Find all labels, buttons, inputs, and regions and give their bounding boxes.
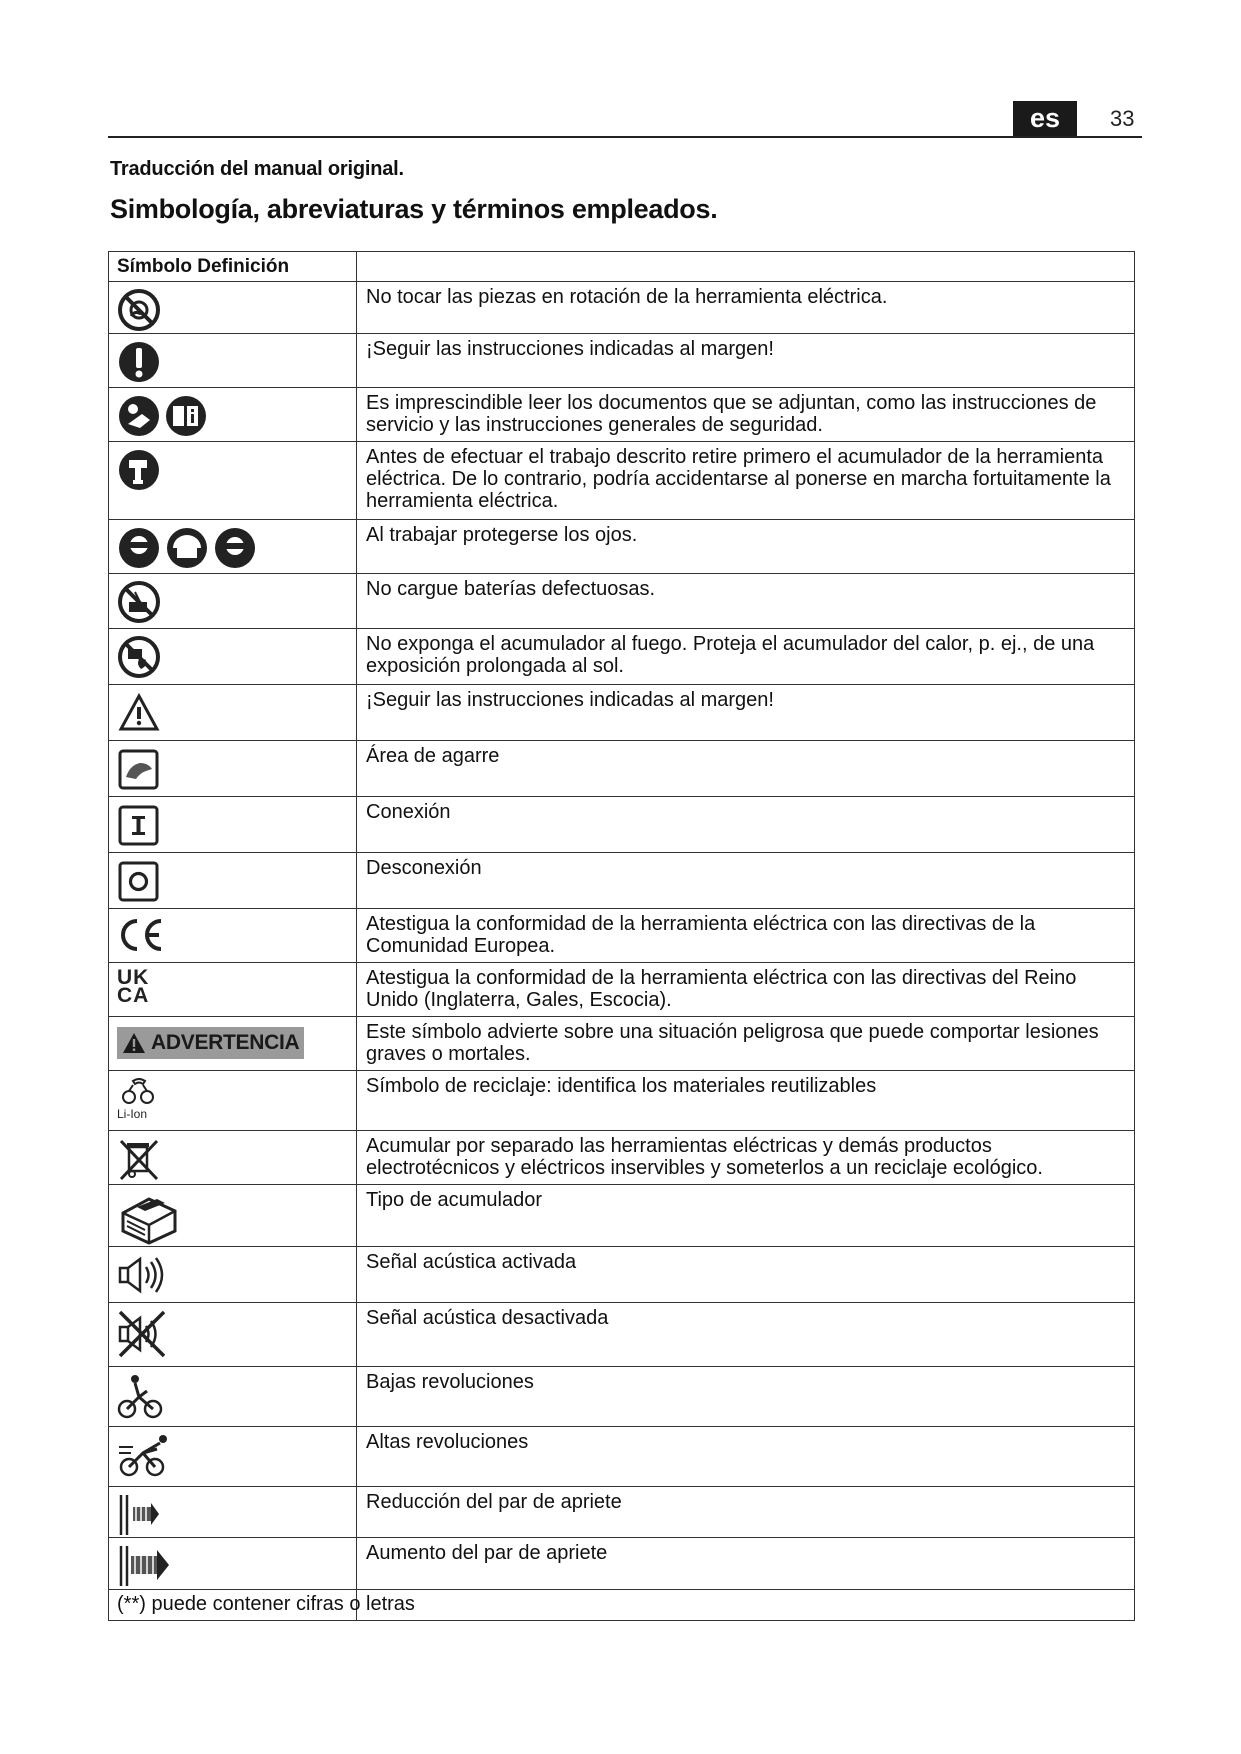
symbol-cell <box>109 629 357 685</box>
eye-protection-icon <box>117 526 257 570</box>
definition-cell: ¡Seguir las instrucciones indicadas al margen! <box>357 685 1135 741</box>
symbol-cell <box>109 388 357 442</box>
torque-reduce-icon <box>117 1493 165 1537</box>
battery-pack-icon <box>117 1191 179 1245</box>
no-touch-rotating-icon <box>117 288 161 332</box>
definition-cell: Bajas revoluciones <box>357 1367 1135 1427</box>
symbol-cell <box>109 1303 357 1367</box>
ukca-mark <box>117 966 356 1007</box>
symbol-cell <box>109 741 357 797</box>
ce-mark-icon <box>117 915 169 955</box>
ukca-bottom: CA <box>117 984 150 1007</box>
table-row <box>109 1071 1135 1131</box>
definition-cell: Área de agarre <box>357 741 1135 797</box>
subtitle: Traducción del manual original. <box>110 158 404 180</box>
symbol-cell <box>109 797 357 853</box>
exclamation-mandatory-icon <box>117 340 161 384</box>
table-header-empty <box>357 252 1135 282</box>
table-row <box>109 685 1135 741</box>
page-title: Simbología, abreviaturas y términos empleados. <box>110 194 718 224</box>
definition-cell: Tipo de acumulador <box>357 1185 1135 1247</box>
symbol-cell <box>109 520 357 574</box>
symbol-cell <box>109 1247 357 1303</box>
definition-cell: Atestigua la conformidad de la herramienta eléctrica con las directivas de la Comunidad Europea. <box>357 909 1135 963</box>
sound-on-icon <box>117 1253 167 1297</box>
symbol-cell <box>109 685 357 741</box>
definition-cell: Al trabajar protegerse los ojos. <box>357 520 1135 574</box>
table-row <box>109 629 1135 685</box>
table-row <box>109 909 1135 963</box>
table-row <box>109 1017 1135 1071</box>
footnote-empty <box>357 1590 1135 1621</box>
grip-area-icon <box>117 747 161 791</box>
symbol-cell <box>109 334 357 388</box>
warning-triangle-icon <box>117 691 161 735</box>
warning-triangle-icon <box>122 1032 146 1054</box>
table-header-row <box>109 252 1135 282</box>
header-rule <box>108 136 1142 138</box>
definition-cell: No cargue baterías defectuosas. <box>357 574 1135 629</box>
table-row <box>109 520 1135 574</box>
no-fire-battery-icon <box>117 635 161 679</box>
definition-cell: Señal acústica activada <box>357 1247 1135 1303</box>
symbols-table <box>108 251 1135 1621</box>
recycling-icon <box>117 1077 161 1111</box>
symbol-cell <box>109 1071 357 1131</box>
definition-cell: Conexión <box>357 797 1135 853</box>
table-row <box>109 797 1135 853</box>
table-row <box>109 1185 1135 1247</box>
advertencia-badge <box>117 1027 304 1059</box>
no-charge-defective-battery-icon <box>117 580 161 624</box>
symbol-cell <box>109 1538 357 1590</box>
table-row <box>109 388 1135 442</box>
symbol-cell <box>109 1185 357 1247</box>
symbol-cell <box>109 963 357 1017</box>
symbol-cell <box>109 1131 357 1185</box>
sound-off-icon <box>117 1309 169 1359</box>
definition-cell: Acumular por separado las herramientas eléctricas y demás productos electrotécnicos y eléctricos inservibles y someterlos a un reciclaje ecológico. <box>357 1131 1135 1185</box>
table-row <box>109 963 1135 1017</box>
definition-cell: Aumento del par de apriete <box>357 1538 1135 1590</box>
symbol-cell <box>109 853 357 909</box>
footnote-row <box>109 1590 1135 1621</box>
definition-cell: Desconexión <box>357 853 1135 909</box>
definition-cell: Reducción del par de apriete <box>357 1487 1135 1538</box>
table-row <box>109 282 1135 334</box>
remove-battery-icon <box>117 448 161 492</box>
page-number: 33 <box>1110 106 1135 131</box>
definition-cell: Señal acústica desactivada <box>357 1303 1135 1367</box>
fast-cyclist-icon <box>117 1433 173 1479</box>
footnote: (**) puede contener cifras o letras <box>109 1590 357 1621</box>
ukca-top: UK <box>117 966 150 989</box>
definition-cell: No exponga el acumulador al fuego. Proteja el acumulador del calor, p. ej., de una exposición prolongada al sol. <box>357 629 1135 685</box>
table-row <box>109 1367 1135 1427</box>
table-row <box>109 1131 1135 1185</box>
table-row <box>109 1427 1135 1487</box>
switch-off-icon <box>117 859 161 903</box>
table-row <box>109 1247 1135 1303</box>
li-ion-label: Li-Ion <box>117 1107 148 1121</box>
definition-cell: Símbolo de reciclaje: identifica los materiales reutilizables <box>357 1071 1135 1131</box>
definition-cell: Es imprescindible leer los documentos que se adjuntan, como las instrucciones de servicio y las instrucciones generales de seguridad. <box>357 388 1135 442</box>
symbol-cell <box>109 574 357 629</box>
advertencia-label: ADVERTENCIA <box>151 1031 300 1054</box>
definition-cell: Atestigua la conformidad de la herramienta eléctrica con las directivas del Reino Unido (Inglaterra, Gales, Escocia). <box>357 963 1135 1017</box>
slow-cyclist-icon <box>117 1373 165 1421</box>
symbol-cell <box>109 909 357 963</box>
symbol-cell <box>109 442 357 520</box>
table-row <box>109 442 1135 520</box>
definition-cell: Altas revoluciones <box>357 1427 1135 1487</box>
symbol-cell <box>109 1017 357 1071</box>
table-row <box>109 1538 1135 1590</box>
table-row <box>109 741 1135 797</box>
definition-cell: ¡Seguir las instrucciones indicadas al margen! <box>357 334 1135 388</box>
symbol-cell <box>109 1367 357 1427</box>
definition-cell: Este símbolo advierte sobre una situación peligrosa que puede comportar lesiones graves o mortales. <box>357 1017 1135 1071</box>
table-row <box>109 1303 1135 1367</box>
table-header-cell <box>109 252 357 282</box>
crossed-bin-icon <box>117 1137 161 1183</box>
table-row <box>109 574 1135 629</box>
symbol-cell <box>109 1487 357 1538</box>
definition-cell: No tocar las piezas en rotación de la herramienta eléctrica. <box>357 282 1135 334</box>
switch-on-icon <box>117 803 161 847</box>
table-row <box>109 853 1135 909</box>
torque-increase-icon <box>117 1544 173 1588</box>
read-manual-icon <box>117 394 209 438</box>
table-row <box>109 334 1135 388</box>
symbol-cell <box>109 1427 357 1487</box>
table-header: Símbolo Definición <box>117 256 290 277</box>
table-row <box>109 1487 1135 1538</box>
symbol-cell <box>109 282 357 334</box>
language-badge: es <box>1013 101 1077 136</box>
definition-cell: Antes de efectuar el trabajo descrito retire primero el acumulador de la herramienta eléctrica. De lo contrario, podría accidentarse al ponerse en marcha fortuitamente la herramienta eléctrica. <box>357 442 1135 520</box>
